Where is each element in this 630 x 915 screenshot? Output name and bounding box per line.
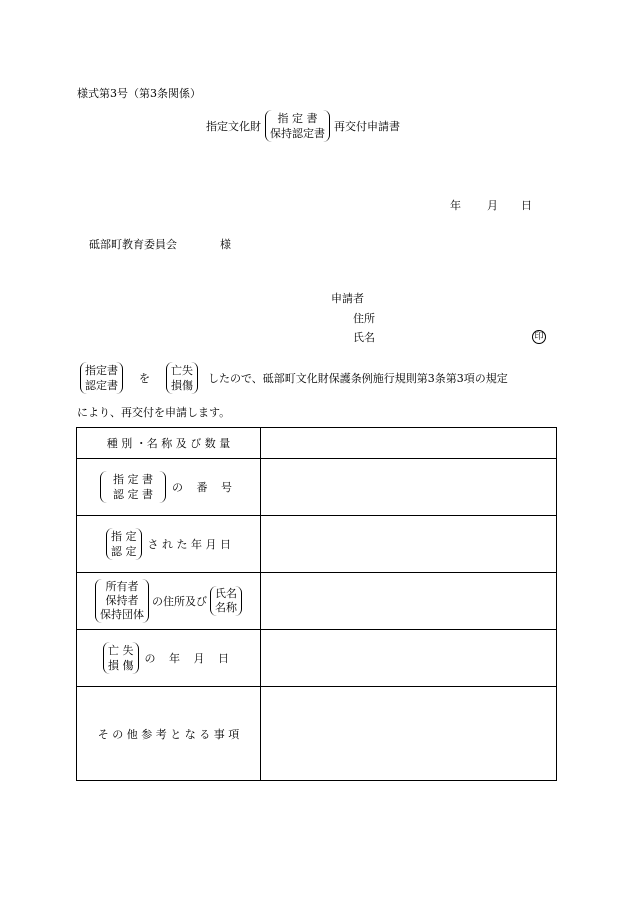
label-content: そ の 他 参 考 と な る 事 項 [97, 727, 240, 741]
table-row-owner [77, 573, 557, 630]
row2-option: 認 定 書 [113, 488, 153, 501]
row5-bracket [103, 642, 139, 674]
row4-option: 名称 [215, 601, 237, 614]
body-option: 指定書 [85, 364, 118, 377]
label-certificate-number [77, 459, 261, 516]
body-line-2: により、再交付を申請します。 [77, 406, 231, 419]
row4-bracket-owner [95, 579, 149, 623]
row5-suffix: の 年 月 日 [144, 652, 234, 665]
applicant-address-label: 住所 [353, 312, 375, 325]
date-month: 月 [487, 199, 498, 212]
row3-option: 認 定 [111, 545, 137, 558]
field-owner-address-name[interactable] [261, 573, 557, 630]
applicant-label: 申請者 [331, 292, 364, 305]
label-content: 種 別 ・名 称 及 び 数 量 [106, 437, 231, 450]
row3-suffix: さ れ た 年 月 日 [147, 538, 231, 551]
label-content [77, 528, 260, 560]
row4-option: 所有者 [105, 580, 139, 593]
field-designation-date[interactable] [261, 516, 557, 573]
table-row-loss-date [77, 630, 557, 687]
row4-option: 保持者 [105, 594, 139, 607]
title-bracket [265, 110, 330, 142]
title-option: 指 定 書 [277, 112, 318, 125]
row2-option: 指 定 書 [113, 473, 153, 486]
title-suffix: 再交付申請書 [334, 120, 400, 133]
row5-option: 亡 失 [108, 644, 134, 657]
date-year: 年 [450, 199, 461, 212]
body-option: 亡失 [171, 364, 193, 377]
row2-suffix: の 番 号 [172, 481, 237, 494]
table-row-number [77, 459, 557, 516]
row4-option: 保持団体 [100, 608, 144, 621]
body-line-1-text: したので、砥部町文化財保護条例施行規則第3条第3項の規定 [208, 372, 508, 385]
row4-option: 氏名 [215, 587, 237, 600]
table-row-other [77, 687, 557, 781]
label-content [77, 642, 260, 674]
document-title [206, 110, 400, 142]
form-number: 様式第3号（第3条関係） [77, 87, 201, 100]
field-type-name-quantity[interactable] [261, 428, 557, 459]
seal-mark [532, 329, 546, 344]
label-other-references [77, 687, 261, 781]
label-loss-date [77, 630, 261, 687]
row3-bracket [106, 528, 142, 560]
field-certificate-number[interactable] [261, 459, 557, 516]
row2-bracket [100, 471, 166, 503]
row5-option: 損 傷 [108, 659, 134, 672]
label-type-name-quantity [77, 428, 261, 459]
addressee-name: 砥部町教育委員会 [89, 238, 177, 251]
field-loss-date[interactable] [261, 630, 557, 687]
label-designation-date [77, 516, 261, 573]
body-line-1 [80, 362, 508, 394]
label-content [77, 471, 260, 503]
row4-bracket-name [210, 586, 242, 616]
row4-middle: の住所及び [152, 595, 207, 608]
field-other-references[interactable] [261, 687, 557, 781]
row3-option: 指 定 [111, 530, 137, 543]
title-prefix: 指定文化財 [206, 120, 261, 133]
title-option: 保持認定書 [270, 127, 325, 140]
body-option: 損傷 [171, 379, 193, 392]
table-row-type [77, 428, 557, 459]
date-day: 日 [521, 199, 532, 212]
body-option: 認定書 [85, 379, 118, 392]
body-particle: を [139, 372, 150, 385]
addressee-honorific: 様 [220, 238, 231, 251]
application-table [76, 427, 557, 781]
label-owner-address-name [77, 573, 261, 630]
seal-icon: 印 [532, 330, 546, 344]
applicant-name-label: 氏名 [353, 331, 375, 344]
table-row-designation-date [77, 516, 557, 573]
body-bracket-loss [166, 362, 198, 394]
label-content [77, 579, 260, 623]
body-bracket-certificate [80, 362, 123, 394]
